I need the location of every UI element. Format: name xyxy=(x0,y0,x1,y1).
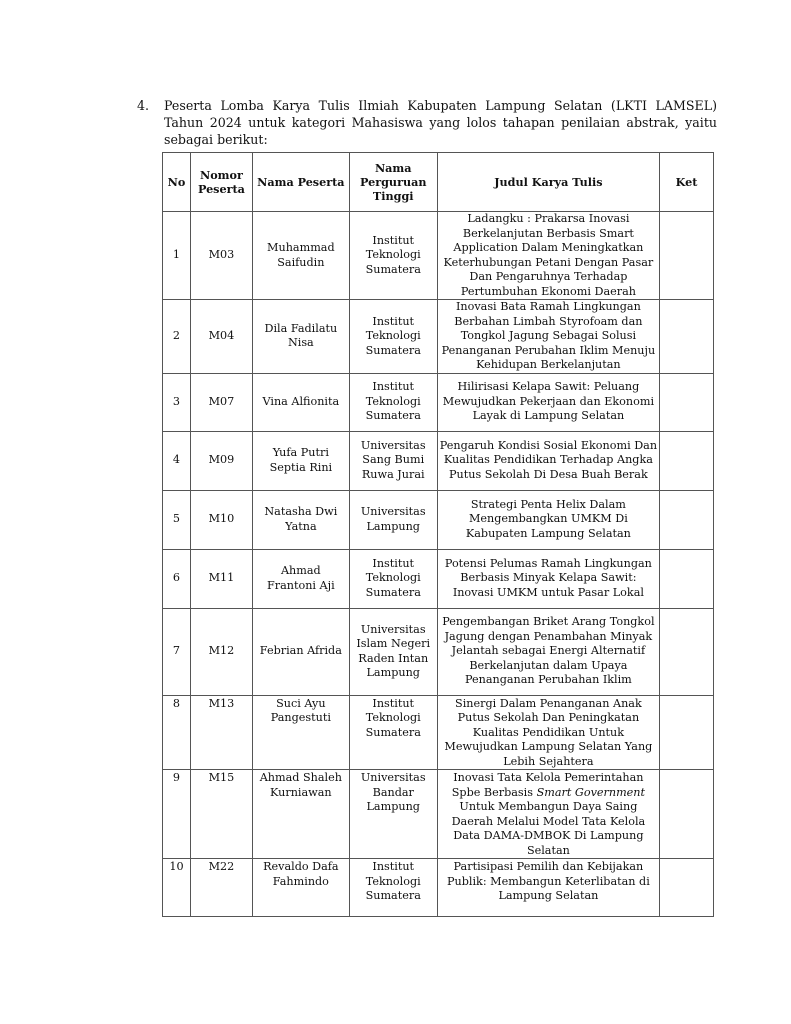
table-row xyxy=(163,695,714,770)
cell-judul: Pengaruh Kondisi Sosial Ekonomi Dan Kualitas Pendidikan Terhadap Angka Putus Sekolah Di Desa Buah Berak xyxy=(437,431,659,490)
cell-judul: Strategi Penta Helix Dalam Mengembangkan UMKM Di Kabupaten Lampung Selatan xyxy=(437,490,659,549)
cell-nomor: M07 xyxy=(190,373,252,431)
cell-ket xyxy=(660,608,714,695)
cell-no: 3 xyxy=(163,373,191,431)
table-row xyxy=(163,300,714,374)
cell-nama: Yufa Putri Septia Rini xyxy=(252,431,349,490)
cell-judul: Inovasi Bata Ramah Lingkungan Berbahan Limbah Styrofoam dan Tongkol Jagung Sebagai Solusi Penanganan Perubahan Iklim Menuju Kehidupan Berkelanjutan xyxy=(437,300,659,374)
participants-table xyxy=(162,152,714,917)
cell-judul: Sinergi Dalam Penanganan Anak Putus Sekolah Dan Peningkatan Kualitas Pendidikan Untuk Mewujudkan Lampung Selatan Yang Lebih Sejahtera xyxy=(437,695,659,770)
table-row xyxy=(163,770,714,859)
cell-nomor: M15 xyxy=(190,770,252,859)
cell-ket xyxy=(660,490,714,549)
cell-ket xyxy=(660,695,714,770)
table-header-row xyxy=(163,153,714,212)
cell-ket xyxy=(660,212,714,300)
cell-judul: Potensi Pelumas Ramah Lingkungan Berbasis Minyak Kelapa Sawit: Inovasi UMKM untuk Pasar Lokal xyxy=(437,549,659,608)
header-judul: Judul Karya Tulis xyxy=(437,153,659,212)
cell-pt: Institut Teknologi Sumatera xyxy=(349,549,437,608)
table-row xyxy=(163,549,714,608)
cell-no: 7 xyxy=(163,608,191,695)
cell-judul: Partisipasi Pemilih dan Kebijakan Publik: Membangun Keterlibatan di Lampung Selatan xyxy=(437,859,659,917)
cell-judul: Hilirisasi Kelapa Sawit: Peluang Mewujudkan Pekerjaan dan Ekonomi Layak di Lampung Selatan xyxy=(437,373,659,431)
cell-nomor: M10 xyxy=(190,490,252,549)
intro-paragraph xyxy=(137,97,717,148)
cell-nomor: M04 xyxy=(190,300,252,374)
cell-nomor: M11 xyxy=(190,549,252,608)
cell-nama: Revaldo Dafa Fahmindo xyxy=(252,859,349,917)
cell-nomor: M09 xyxy=(190,431,252,490)
cell-pt: Universitas Lampung xyxy=(349,490,437,549)
cell-no: 8 xyxy=(163,695,191,770)
header-nomor-peserta: Nomor Peserta xyxy=(190,153,252,212)
cell-nama: Natasha Dwi Yatna xyxy=(252,490,349,549)
cell-no: 10 xyxy=(163,859,191,917)
cell-nomor: M13 xyxy=(190,695,252,770)
cell-nomor: M03 xyxy=(190,212,252,300)
cell-nama: Suci Ayu Pangestuti xyxy=(252,695,349,770)
cell-pt: Universitas Islam Negeri Raden Intan Lampung xyxy=(349,608,437,695)
cell-nama: Vina Alfionita xyxy=(252,373,349,431)
cell-no: 9 xyxy=(163,770,191,859)
cell-ket xyxy=(660,373,714,431)
cell-ket xyxy=(660,770,714,859)
cell-nama: Dila Fadilatu Nisa xyxy=(252,300,349,374)
cell-pt: Institut Teknologi Sumatera xyxy=(349,859,437,917)
table-row xyxy=(163,608,714,695)
cell-ket xyxy=(660,549,714,608)
header-nama-peserta: Nama Peserta xyxy=(252,153,349,212)
cell-judul: Pengembangan Briket Arang Tongkol Jagung dengan Penambahan Minyak Jelantah sebagai Energi Alternatif Berkelanjutan dalam Upaya Penanganan Perubahan Iklim xyxy=(437,608,659,695)
judul-text: Untuk Membangun Daya Saing Daerah Melalui Model Tata Kelola Data DAMA-DMBOK Di Lampung Selatan xyxy=(451,800,646,857)
cell-nama: Ahmad Shaleh Kurniawan xyxy=(252,770,349,859)
cell-no: 1 xyxy=(163,212,191,300)
cell-no: 5 xyxy=(163,490,191,549)
cell-nama: Febrian Afrida xyxy=(252,608,349,695)
header-no: No xyxy=(163,153,191,212)
table-row xyxy=(163,431,714,490)
cell-nomor: M22 xyxy=(190,859,252,917)
cell-pt: Universitas Sang Bumi Ruwa Jurai xyxy=(349,431,437,490)
list-number: 4. xyxy=(137,98,150,113)
header-perguruan-tinggi: Nama Perguruan Tinggi xyxy=(349,153,437,212)
cell-no: 4 xyxy=(163,431,191,490)
cell-judul: Ladangku : Prakarsa Inovasi Berkelanjutan Berbasis Smart Application Dalam Meningkatkan Keterhubungan Petani Dengan Pasar Dan Pengaruhnya Terhadap Pertumbuhan Ekonomi Daerah xyxy=(437,212,659,300)
header-ket: Ket xyxy=(660,153,714,212)
cell-ket xyxy=(660,431,714,490)
judul-text: Inovasi Tata Kelola Pemerintahan Spbe Berbasis xyxy=(451,771,644,799)
cell-no: 2 xyxy=(163,300,191,374)
cell-no: 6 xyxy=(163,549,191,608)
judul-italic-text: Smart Government xyxy=(536,785,646,799)
table-row xyxy=(163,490,714,549)
cell-judul xyxy=(437,770,659,859)
intro-text: Peserta Lomba Karya Tulis Ilmiah Kabupaten Lampung Selatan (LKTI LAMSEL) Tahun 2024 untuk kategori Mahasiswa yang lolos tahapan penilaian abstrak, yaitu sebagai berikut: xyxy=(164,98,717,147)
cell-ket xyxy=(660,859,714,917)
table-row xyxy=(163,859,714,917)
cell-pt: Universitas Bandar Lampung xyxy=(349,770,437,859)
cell-nama: Ahmad Frantoni Aji xyxy=(252,549,349,608)
cell-ket xyxy=(660,300,714,374)
cell-nama: Muhammad Saifudin xyxy=(252,212,349,300)
table-row xyxy=(163,212,714,300)
cell-pt: Institut Teknologi Sumatera xyxy=(349,300,437,374)
cell-pt: Institut Teknologi Sumatera xyxy=(349,212,437,300)
table-row xyxy=(163,373,714,431)
cell-nomor: M12 xyxy=(190,608,252,695)
cell-pt: Institut Teknologi Sumatera xyxy=(349,695,437,770)
cell-pt: Institut Teknologi Sumatera xyxy=(349,373,437,431)
